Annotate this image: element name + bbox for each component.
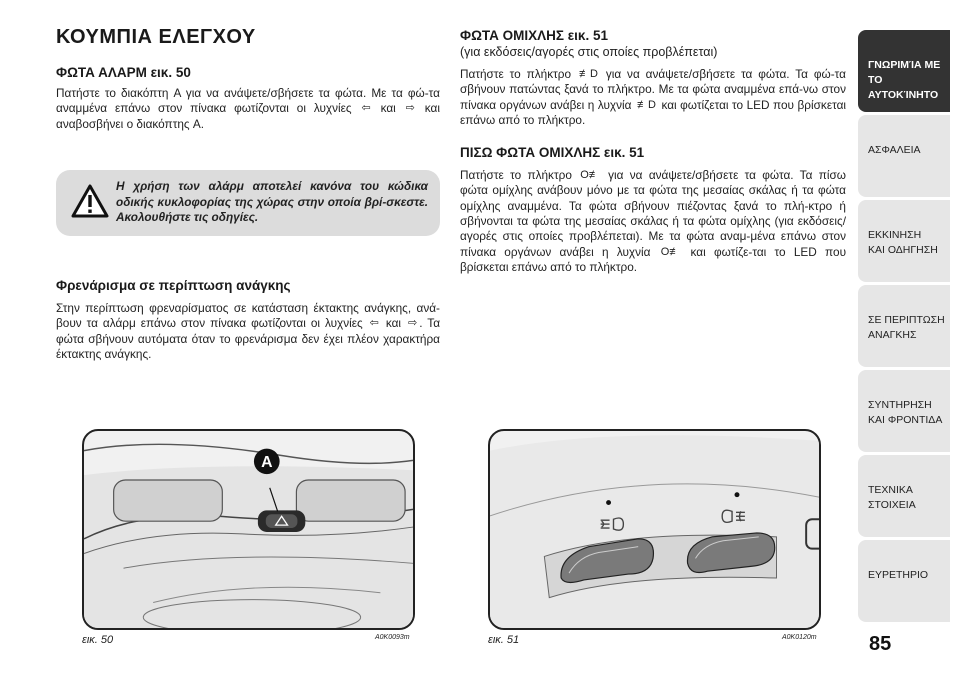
page-title: ΚΟΥΜΠΙΑ ΕΛΕΓΧΟΥ bbox=[56, 26, 256, 48]
figure-51 bbox=[488, 429, 821, 630]
rear-fog-light-icon: O≢ bbox=[580, 169, 600, 182]
left-turn-arrow-icon: ⇦ bbox=[369, 317, 379, 330]
rear-fog-heading: ΠΙΣΩ ΦΩΤΑ ΟΜΙΧΛΗΣ εικ. 51 bbox=[460, 145, 645, 161]
tab-technical-data[interactable]: ΤΕΧΝΙΚΑ ΣΤΟΙΧΕΙΑ bbox=[858, 455, 950, 537]
front-fog-light-icon: ≢D bbox=[578, 68, 598, 80]
fog-subtitle: (για εκδόσεις/αγορές στις οποίες προβλέπεται) bbox=[460, 45, 718, 59]
figure-51-caption: εικ. 51 bbox=[488, 634, 520, 646]
front-fog-light-icon: ≢D bbox=[636, 98, 656, 111]
figure-51-code: A0K0120m bbox=[782, 634, 817, 641]
tab-emergency[interactable]: ΣΕ ΠΕΡΙΠΤΩΣΗ ΑΝΑΓΚΗΣ bbox=[858, 285, 950, 367]
page-number: 85 bbox=[869, 633, 892, 655]
warning-triangle-icon bbox=[70, 182, 110, 222]
warning-text: Η χρήση των αλάρμ αποτελεί κανόνα του κώδικα οδικής κυκλοφορίας της χώρας στην οποία βρί-σκεστε. Ακολουθήστε τις οδηγίες. bbox=[116, 179, 428, 224]
left-column bbox=[56, 26, 440, 132]
hazard-heading: ΦΩΤΑ ΑΛΑΡΜ εικ. 50 bbox=[56, 65, 191, 80]
braking-text: Στην περίπτωση φρεναρίσματος σε κατάσταση έκτακτης ανάγκης, ανά-βουν τα αλάρμ επάνω στον πίνακα φωτίζονται οι λυχνίες ⇦ και ⇨ . Τα φώτα σβήνουν αυτόματα όταν το φρενάρισμα δεν έχει πλέον χαρακτήρα έκτακτης ανάγκης. bbox=[56, 301, 441, 361]
fog-heading: ΦΩΤΑ ΟΜΙΧΛΗΣ εικ. 51 bbox=[460, 28, 608, 43]
left-turn-arrow-icon: ⇦ bbox=[361, 102, 371, 115]
right-turn-arrow-icon: ⇨ bbox=[408, 317, 418, 330]
tab-maintenance[interactable]: ΣΥΝΤΗΡΗΣΗ ΚΑΙ ΦΡΟΝΤΙΔΑ bbox=[858, 370, 950, 452]
right-turn-arrow-icon: ⇨ bbox=[405, 102, 415, 115]
fog-text: Πατήστε το πλήκτρο ≢D για να ανάψετε/σβήσετε τα φώτα. Τα φώ-τα σβήνουν πατώντας ξανά το πλήκτρο. Με τα φώτα αναμμένα επά-νω στον πίνακα οργάνων ανάβει η λυχνία ≢D και φωτίζεται το LED που βρίσκεται επάνω από το πλήκτρο. bbox=[460, 67, 847, 127]
figure-50 bbox=[82, 429, 415, 630]
tab-getting-to-know-car[interactable]: ΓΝΩΡΙΜΊΑ ΜΕ ΤΟ ΑΥΤΟΚΊΝΗΤΟ bbox=[858, 30, 950, 112]
right-column bbox=[460, 28, 846, 275]
tab-index[interactable]: ΕΥΡΕΤΗΡΙΟ bbox=[858, 540, 950, 622]
dashboard-hazard-switch-illustration bbox=[84, 431, 413, 628]
braking-section bbox=[56, 278, 440, 362]
figure-50-code: A0K0093m bbox=[375, 634, 410, 641]
callout-label: A bbox=[261, 453, 273, 471]
rear-fog-light-icon: O≢ bbox=[660, 245, 681, 258]
warning-box bbox=[56, 170, 440, 236]
braking-heading: Φρενάρισμα σε περίπτωση ανάγκης bbox=[56, 278, 291, 293]
tab-starting-driving[interactable]: ΕΚΚΙΝΗΣΗ ΚΑΙ ΟΔΗΓΗΣΗ bbox=[858, 200, 950, 282]
rear-fog-text: Πατήστε το πλήκτρο O≢ για να ανάψετε/σβήσετε τα φώτα. Τα πίσω φώτα ομίχλης ανάβουν μόνο με τα φώτα της μεσαίας σκάλας ή τα φώτα ομίχλης αναμμένα. Τα φώτα σβήνουν πιέζοντας ξανά το πλή-κτρο ή σβήνονται τα φώτα της μεσαίας σκάλας ή τα φώτα ομίχλης (για εκδόσεις/αγορές στις οποίες προβλέπεται). Με τα φώτα αναμ-μένα επάνω στον πίνακα οργάνων ανάβει η λυχνία O≢ και φωτίζε-ται το LED που βρίσκεται επάνω από το πλήκτρο. bbox=[460, 168, 847, 274]
fog-light-buttons-illustration bbox=[490, 431, 819, 628]
hazard-text: Πατήστε το διακόπτη A για να ανάψετε/σβήσετε τα φώτα. Με τα φώ-τα αναμμένα επάνω στον πίνακα φωτίζονται οι λυχνίες ⇦ και ⇨ και αναβοσβήνει ο διακόπτης A. bbox=[56, 86, 440, 131]
figure-50-caption: εικ. 50 bbox=[82, 634, 114, 646]
tab-safety[interactable]: ΑΣΦΑΛΕΙΑ bbox=[858, 115, 950, 197]
